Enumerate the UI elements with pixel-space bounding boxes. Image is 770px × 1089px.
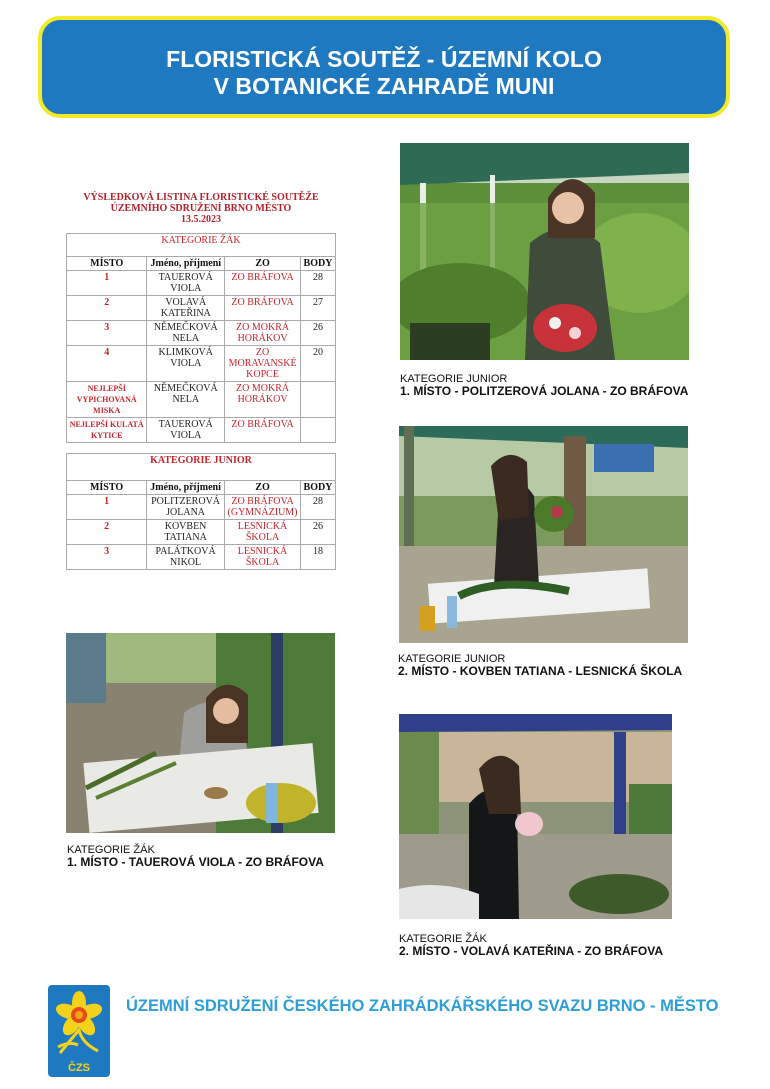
place-cell: 2 (67, 520, 147, 545)
name-cell: POLITZEROVÁ JOLANA (147, 495, 225, 520)
results-table-zak (66, 233, 336, 443)
caption-zak-second (399, 933, 663, 958)
place-cell: 3 (67, 545, 147, 570)
points-cell: 28 (301, 495, 336, 520)
name-cell: NĚMEČKOVÁ NELA (147, 321, 225, 346)
category-junior-label: KATEGORIE JUNIOR (67, 454, 336, 481)
place-cell: 2 (67, 296, 147, 321)
table-row (67, 296, 336, 321)
table-row (67, 520, 336, 545)
name-cell: PALÁTKOVÁ NIKOL (147, 545, 225, 570)
photo-zak-second (399, 714, 672, 919)
zo-cell: ZO MOKRÁ HORÁKOV (225, 321, 301, 346)
photo-junior-second (399, 426, 688, 643)
caption-category: KATEGORIE ŽÁK (67, 844, 155, 856)
caption-result: 2. MÍSTO - VOLAVÁ KATEŘINA - ZO BRÁFOVA (399, 944, 663, 958)
points-cell: 26 (301, 321, 336, 346)
header-place: MÍSTO (67, 481, 147, 495)
caption-category: KATEGORIE JUNIOR (400, 373, 508, 385)
name-cell: KOVBEN TATIANA (147, 520, 225, 545)
header-title-line1: FLORISTICKÁ SOUTĚŽ - ÚZEMNÍ KOLO (166, 46, 602, 72)
zo-cell: ZO BRÁFOVA (GYMNÁZIUM) (225, 495, 301, 520)
name-cell: NĚMEČKOVÁ NELA (147, 382, 225, 418)
place-cell: 1 (67, 495, 147, 520)
zo-cell: LESNICKÁ ŠKOLA (225, 520, 301, 545)
header-name: Jméno, příjmení (147, 481, 225, 495)
table-row (67, 418, 336, 443)
header-place: MÍSTO (67, 257, 147, 271)
caption-junior-second (398, 653, 682, 678)
caption-junior-first (400, 373, 688, 398)
table-row (67, 346, 336, 382)
czs-logo (48, 985, 110, 1077)
points-cell: 28 (301, 271, 336, 296)
place-cell: 1 (67, 271, 147, 296)
caption-category: KATEGORIE ŽÁK (399, 933, 487, 945)
header-zo: ZO (225, 481, 301, 495)
name-cell: VOLAVÁ KATEŘINA (147, 296, 225, 321)
zo-cell: ZO BRÁFOVA (225, 296, 301, 321)
header-zo: ZO (225, 257, 301, 271)
header-title-line2: V BOTANICKÉ ZAHRADĚ MUNI (213, 73, 555, 99)
place-cell: 3 (67, 321, 147, 346)
results-table-junior (66, 453, 336, 570)
name-cell: TAUEROVÁ VIOLA (147, 418, 225, 443)
points-cell (301, 382, 336, 418)
zo-cell: ZO MOKRÁ HORÁKOV (225, 382, 301, 418)
points-cell: 27 (301, 296, 336, 321)
header-points: BODY (301, 257, 336, 271)
table-row (67, 321, 336, 346)
name-cell: KLIMKOVÁ VIOLA (147, 346, 225, 382)
results-title-line2: ÚZEMNÍHO SDRUŽENÍ BRNO MĚSTO (110, 203, 292, 214)
table-row (67, 382, 336, 418)
table-row (67, 271, 336, 296)
photo-junior-first (400, 143, 689, 360)
award-cell: NEJLEPŠÍ KULATÁ KYTICE (67, 418, 147, 443)
table-row (67, 545, 336, 570)
zo-cell: ZO BRÁFOVA (225, 418, 301, 443)
logo-text: ČZS (68, 1062, 90, 1074)
points-cell: 26 (301, 520, 336, 545)
table-row (67, 495, 336, 520)
zo-cell: LESNICKÁ ŠKOLA (225, 545, 301, 570)
zo-cell: ZO BRÁFOVA (225, 271, 301, 296)
points-cell: 20 (301, 346, 336, 382)
place-cell: 4 (67, 346, 147, 382)
name-cell: TAUEROVÁ VIOLA (147, 271, 225, 296)
header-name: Jméno, příjmení (147, 257, 225, 271)
caption-result: 1. MÍSTO - POLITZEROVÁ JOLANA - ZO BRÁFOVA (400, 384, 689, 398)
header-banner (38, 16, 730, 118)
award-cell: NEJLEPŠÍ VYPICHOVANÁ MISKA (67, 382, 147, 418)
results-date: 13.5.2023 (181, 214, 221, 225)
header-points: BODY (301, 481, 336, 495)
points-cell: 18 (301, 545, 336, 570)
caption-category: KATEGORIE JUNIOR (398, 653, 506, 665)
category-zak-label: KATEGORIE ŽÁK (67, 234, 336, 257)
caption-zak-first (67, 844, 324, 869)
caption-result: 2. MÍSTO - KOVBEN TATIANA - LESNICKÁ ŠKOLA (398, 664, 683, 678)
footer-text: ÚZEMNÍ SDRUŽENÍ ČESKÉHO ZAHRÁDKÁŘSKÉHO SVAZU BRNO - MĚSTO (126, 997, 719, 1015)
zo-cell: ZO MORAVANSKÉ KOPCE (225, 346, 301, 382)
photo-zak-first (66, 633, 335, 833)
points-cell (301, 418, 336, 443)
caption-result: 1. MÍSTO - TAUEROVÁ VIOLA - ZO BRÁFOVA (67, 855, 324, 869)
results-title-line1: VÝSLEDKOVÁ LISTINA FLORISTICKÉ SOUTĚŽE (83, 192, 319, 203)
